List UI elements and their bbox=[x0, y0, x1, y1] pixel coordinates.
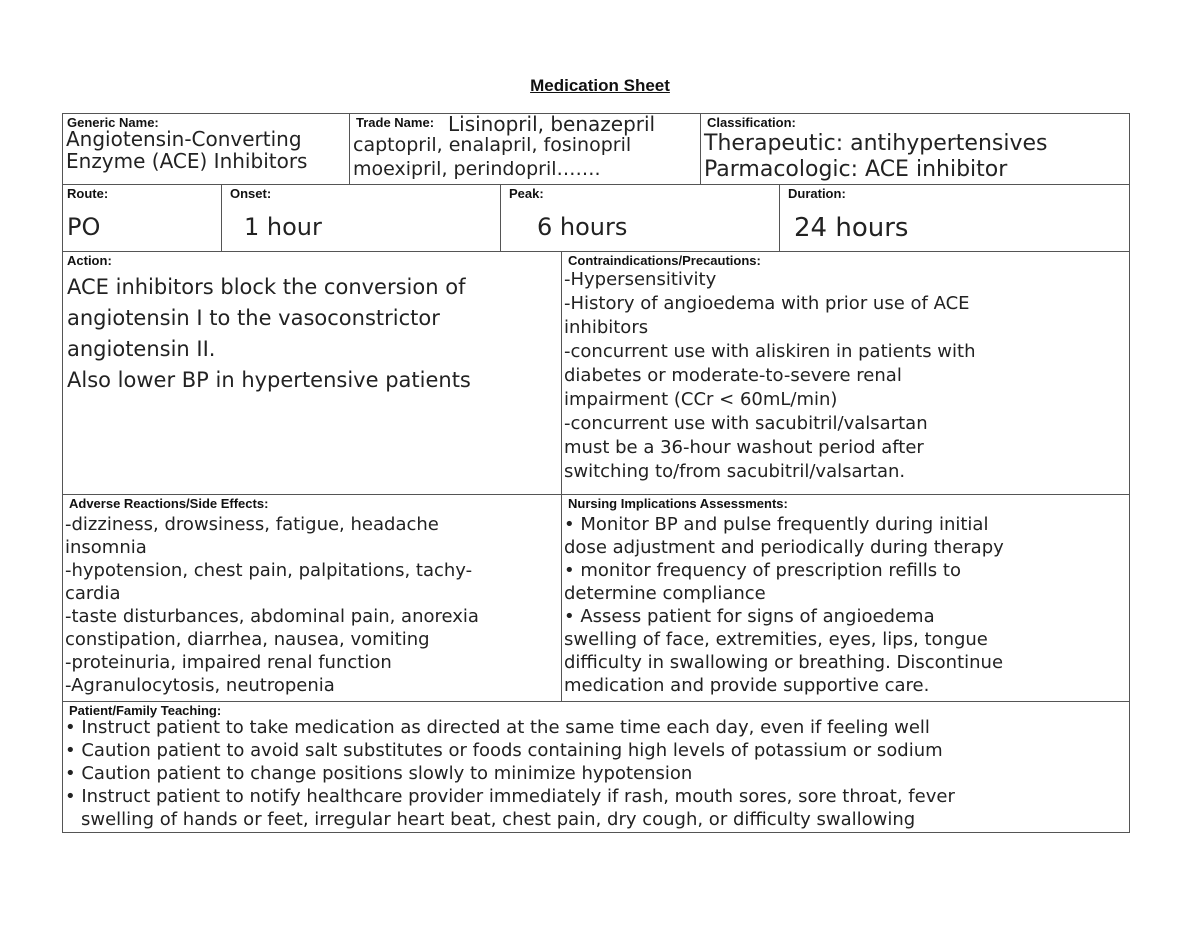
generic-name-line: Angiotensin-Converting bbox=[66, 127, 302, 151]
generic-name-cell bbox=[62, 113, 350, 185]
nursing-line: • Assess patient for signs of angioedema bbox=[564, 606, 935, 627]
action-label: Action: bbox=[67, 253, 112, 268]
contraindication-line: impairment (CCr < 60mL/min) bbox=[564, 389, 838, 410]
nursing-line: dose adjustment and periodically during therapy bbox=[564, 537, 1004, 558]
nursing-implications-label: Nursing Implications Assessments: bbox=[568, 496, 788, 511]
classification-line: Parmacologic: ACE inhibitor bbox=[704, 157, 1008, 182]
classification-cell bbox=[700, 113, 1130, 185]
adverse-reactions-cell bbox=[62, 494, 562, 702]
trade-name-line: moexipril, perindopril……. bbox=[353, 158, 601, 180]
adverse-line: constipation, diarrhea, nausea, vomiting bbox=[65, 629, 430, 650]
route-label: Route: bbox=[67, 186, 109, 201]
onset-cell bbox=[221, 184, 501, 252]
adverse-line: -Agranulocytosis, neutropenia bbox=[65, 675, 335, 696]
peak-cell bbox=[500, 184, 780, 252]
nursing-line: medication and provide supportive care. bbox=[564, 675, 930, 696]
action-line: Also lower BP in hypertensive patients bbox=[67, 368, 471, 392]
nursing-line: determine compliance bbox=[564, 583, 766, 604]
teaching-line: • Instruct patient to notify healthcare provider immediately if rash, mouth sores, sore throat, fever bbox=[65, 786, 955, 807]
trade-name-line: Lisinopril, benazepril bbox=[448, 113, 656, 136]
adverse-line: -proteinuria, impaired renal function bbox=[65, 652, 392, 673]
nursing-line: swelling of face, extremities, eyes, lips, tongue bbox=[564, 629, 988, 650]
generic-name-line: Enzyme (ACE) Inhibitors bbox=[66, 149, 308, 173]
patient-teaching-cell bbox=[62, 701, 1130, 833]
peak-value: 6 hours bbox=[537, 213, 628, 241]
contraindication-line: -Hypersensitivity bbox=[564, 269, 717, 290]
teaching-line: • Caution patient to change positions slowly to minimize hypotension bbox=[65, 763, 693, 784]
action-line: angiotensin I to the vasoconstrictor bbox=[67, 306, 440, 330]
duration-value: 24 hours bbox=[794, 213, 909, 243]
action-line: ACE inhibitors block the conversion of bbox=[67, 275, 466, 299]
contraindication-line: -History of angioedema with prior use of ACE bbox=[564, 293, 970, 314]
onset-label: Onset: bbox=[230, 186, 272, 201]
adverse-line: insomnia bbox=[65, 537, 147, 558]
adverse-reactions-label: Adverse Reactions/Side Effects: bbox=[69, 496, 269, 511]
classification-label: Classification: bbox=[707, 115, 796, 130]
medication-sheet-table bbox=[62, 113, 1130, 833]
teaching-line: • Caution patient to avoid salt substitutes or foods containing high levels of potassium or sodium bbox=[65, 740, 943, 761]
adverse-line: -taste disturbances, abdominal pain, anorexia bbox=[65, 606, 479, 627]
contraindication-line: switching to/from sacubitril/valsartan. bbox=[564, 461, 906, 482]
teaching-line: • Instruct patient to take medication as directed at the same time each day, even if feeling well bbox=[65, 717, 930, 738]
duration-cell bbox=[779, 184, 1130, 252]
contraindication-line: inhibitors bbox=[564, 317, 649, 338]
contraindications-cell bbox=[561, 251, 1130, 495]
trade-name-line: captopril, enalapril, fosinopril bbox=[353, 134, 632, 156]
peak-label: Peak: bbox=[509, 186, 544, 201]
nursing-implications-cell bbox=[561, 494, 1130, 702]
onset-value: 1 hour bbox=[244, 213, 322, 241]
action-line: angiotensin II. bbox=[67, 337, 216, 361]
generic-name-label: Generic Name: bbox=[67, 115, 159, 130]
adverse-line: cardia bbox=[65, 583, 121, 604]
duration-label: Duration: bbox=[788, 186, 846, 201]
page-title: Medication Sheet bbox=[530, 76, 670, 95]
adverse-line: -dizziness, drowsiness, fatigue, headache bbox=[65, 514, 439, 535]
classification-line: Therapeutic: antihypertensives bbox=[704, 131, 1048, 156]
nursing-line: • monitor frequency of prescription refills to bbox=[564, 560, 961, 581]
contraindication-line: diabetes or moderate-to-severe renal bbox=[564, 365, 902, 386]
teaching-line: swelling of hands or feet, irregular heart beat, chest pain, dry cough, or difficulty swallowing bbox=[81, 809, 916, 830]
adverse-line: -hypotension, chest pain, palpitations, tachy- bbox=[65, 560, 473, 581]
contraindication-line: -concurrent use with sacubitril/valsartan bbox=[564, 413, 928, 434]
trade-name-label: Trade Name: bbox=[356, 115, 435, 130]
route-cell bbox=[62, 184, 222, 252]
contraindication-line: -concurrent use with aliskiren in patients with bbox=[564, 341, 976, 362]
contraindications-label: Contraindications/Precautions: bbox=[568, 253, 761, 268]
action-cell bbox=[62, 251, 562, 495]
patient-teaching-label: Patient/Family Teaching: bbox=[69, 703, 222, 718]
trade-name-cell bbox=[349, 113, 701, 185]
nursing-line: • Monitor BP and pulse frequently during initial bbox=[564, 514, 989, 535]
contraindication-line: must be a 36-hour washout period after bbox=[564, 437, 924, 458]
route-value: PO bbox=[67, 213, 101, 241]
nursing-line: difficulty in swallowing or breathing. Discontinue bbox=[564, 652, 1004, 673]
